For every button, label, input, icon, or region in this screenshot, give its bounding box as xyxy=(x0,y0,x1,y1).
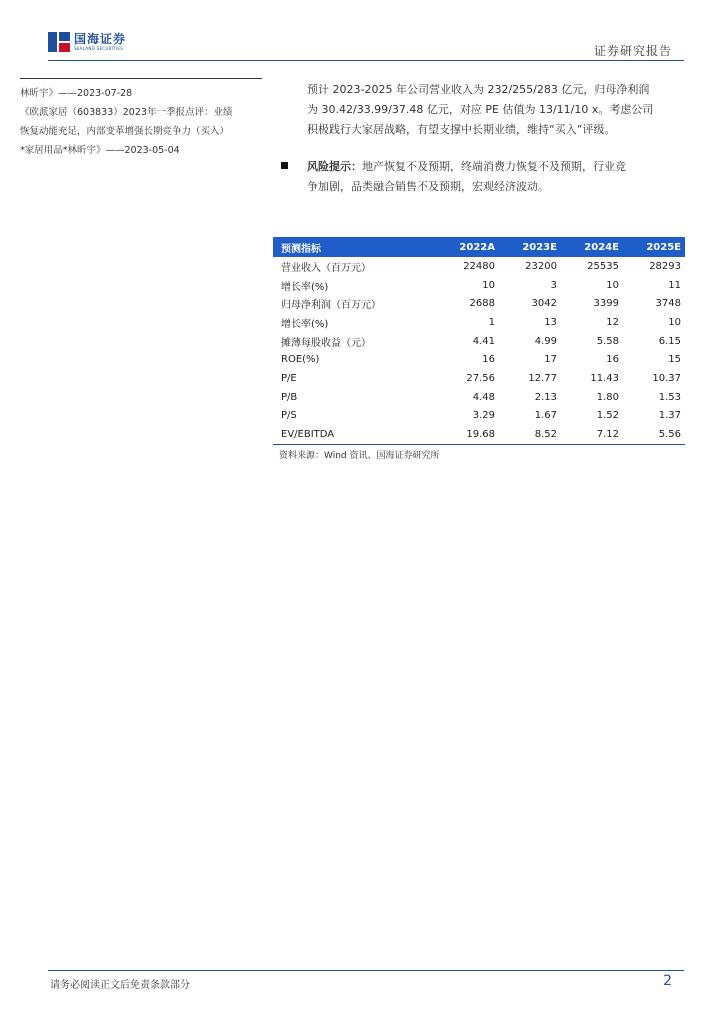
table-cell: 1.67 xyxy=(534,410,557,422)
report-type-label: 证券研究报告 xyxy=(593,44,672,58)
table-cell: 1.80 xyxy=(596,391,619,403)
row-label: 营业收入（百万元） xyxy=(281,262,371,274)
table-cell: 3 xyxy=(550,279,557,291)
page-number: 2 xyxy=(663,973,672,989)
table-cell: 10 xyxy=(482,279,495,291)
row-label: EV/EBITDA xyxy=(273,425,436,444)
table-row xyxy=(273,425,685,444)
column-header: 2024E xyxy=(561,237,623,257)
bullet-square-icon xyxy=(281,162,288,169)
forecast-table xyxy=(273,237,685,461)
table-cell: 11.43 xyxy=(590,372,619,384)
table-source: 资料来源：Wind 资讯、国海证券研究所 xyxy=(279,450,440,461)
logo-mark-icon xyxy=(48,32,70,52)
table-cell: 4.41 xyxy=(472,335,495,347)
table-row xyxy=(273,369,685,388)
table-cell: 5.56 xyxy=(623,425,685,444)
risk-text-line: 地产恢复不及预期，终端消费力恢复不及预期，行业竞 xyxy=(362,160,626,173)
table-cell: 2688 xyxy=(469,298,495,310)
table-cell: 1.53 xyxy=(658,391,681,403)
company-logo xyxy=(48,32,126,52)
row-label: 增长率(%) xyxy=(281,281,329,293)
related-report-line[interactable]: 林昕宇》——2023-07-28 xyxy=(20,88,133,99)
table-cell: 16 xyxy=(482,354,495,366)
risk-title: 风险提示： xyxy=(307,160,362,173)
paragraph-line: 积极践行大家居战略，有望支撑中长期业绩，维持“买入”评级。 xyxy=(307,123,616,136)
logo-english-name: SEALAND SECURITIES xyxy=(74,45,124,51)
table-row xyxy=(273,332,685,351)
table-header-row xyxy=(273,237,685,257)
table-cell: 10.37 xyxy=(652,372,681,384)
table-row xyxy=(273,350,685,369)
table-cell: 3042 xyxy=(531,298,557,310)
related-reports xyxy=(20,78,262,160)
row-label: P/E xyxy=(281,372,297,384)
table-cell: 10 xyxy=(606,279,619,291)
header-divider xyxy=(48,60,684,61)
table-cell: 1 xyxy=(488,316,495,328)
row-label: ROE(%) xyxy=(281,354,320,366)
risk-warning xyxy=(281,157,685,197)
forecast-paragraph xyxy=(307,80,685,140)
table-row xyxy=(273,257,685,276)
table-cell: 5.58 xyxy=(596,335,619,347)
column-header: 2023E xyxy=(499,237,561,257)
column-header: 2022A xyxy=(436,237,499,257)
table-row xyxy=(273,294,685,313)
table-row xyxy=(273,407,685,426)
table-row xyxy=(273,388,685,407)
table-cell: 13 xyxy=(544,316,557,328)
logo-name: 国海证券 xyxy=(74,31,127,46)
table-cell: 2.13 xyxy=(534,391,557,403)
table-row xyxy=(273,313,685,332)
table-cell: 28293 xyxy=(649,260,681,272)
table-cell: 1.37 xyxy=(658,410,681,422)
table-cell: 16 xyxy=(606,354,619,366)
table-cell: 23200 xyxy=(525,260,557,272)
table-cell: 4.48 xyxy=(472,391,495,403)
paragraph-line: 为 30.42/33.99/37.48 亿元，对应 PE 估值为 13/11/10 x。考虑公司 xyxy=(307,103,654,116)
table-cell: 25535 xyxy=(587,260,619,272)
table-cell: 7.12 xyxy=(561,425,623,444)
footer-disclaimer: 请务必阅读正文后免责条款部分 xyxy=(50,980,190,991)
column-header: 2025E xyxy=(623,237,685,257)
table-cell: 3.29 xyxy=(472,410,495,422)
paragraph-line: 预计 2023-2025 年公司营业收入为 232/255/283 亿元，归母净利润 xyxy=(307,83,650,96)
row-label: P/S xyxy=(281,410,297,422)
table-cell: 27.56 xyxy=(466,372,495,384)
related-report-line[interactable]: *家居用品*林昕宇》——2023-05-04 xyxy=(20,145,180,156)
row-label: 增长率(%) xyxy=(281,318,329,330)
table-cell: 1.52 xyxy=(596,410,619,422)
left-divider xyxy=(20,78,262,79)
table-cell: 15 xyxy=(668,354,681,366)
column-header: 预测指标 xyxy=(273,237,436,257)
table-row xyxy=(273,276,685,295)
table-cell: 8.52 xyxy=(499,425,561,444)
row-label: 摊薄每股收益（元） xyxy=(281,337,371,349)
table-cell: 19.68 xyxy=(436,425,499,444)
row-label: P/B xyxy=(281,391,298,403)
table-cell: 4.99 xyxy=(534,335,557,347)
footer-divider xyxy=(48,970,684,971)
related-report-line[interactable]: 恢复动能充足，内部变革增强长期竞争力（买入） xyxy=(20,126,230,137)
related-report-line[interactable]: 《欧派家居（603833）2023年一季报点评：业绩 xyxy=(20,107,233,118)
table-cell: 10 xyxy=(668,316,681,328)
row-label: 归母净利润（百万元） xyxy=(281,300,381,312)
table-cell: 17 xyxy=(544,354,557,366)
table-cell: 12 xyxy=(606,316,619,328)
risk-text-line: 争加剧，品类融合销售不及预期，宏观经济波动。 xyxy=(307,180,549,193)
table-cell: 11 xyxy=(668,279,681,291)
table-cell: 3399 xyxy=(593,298,619,310)
table-cell: 6.15 xyxy=(658,335,681,347)
table-cell: 12.77 xyxy=(528,372,557,384)
table-cell: 22480 xyxy=(463,260,495,272)
table-cell: 3748 xyxy=(655,298,681,310)
